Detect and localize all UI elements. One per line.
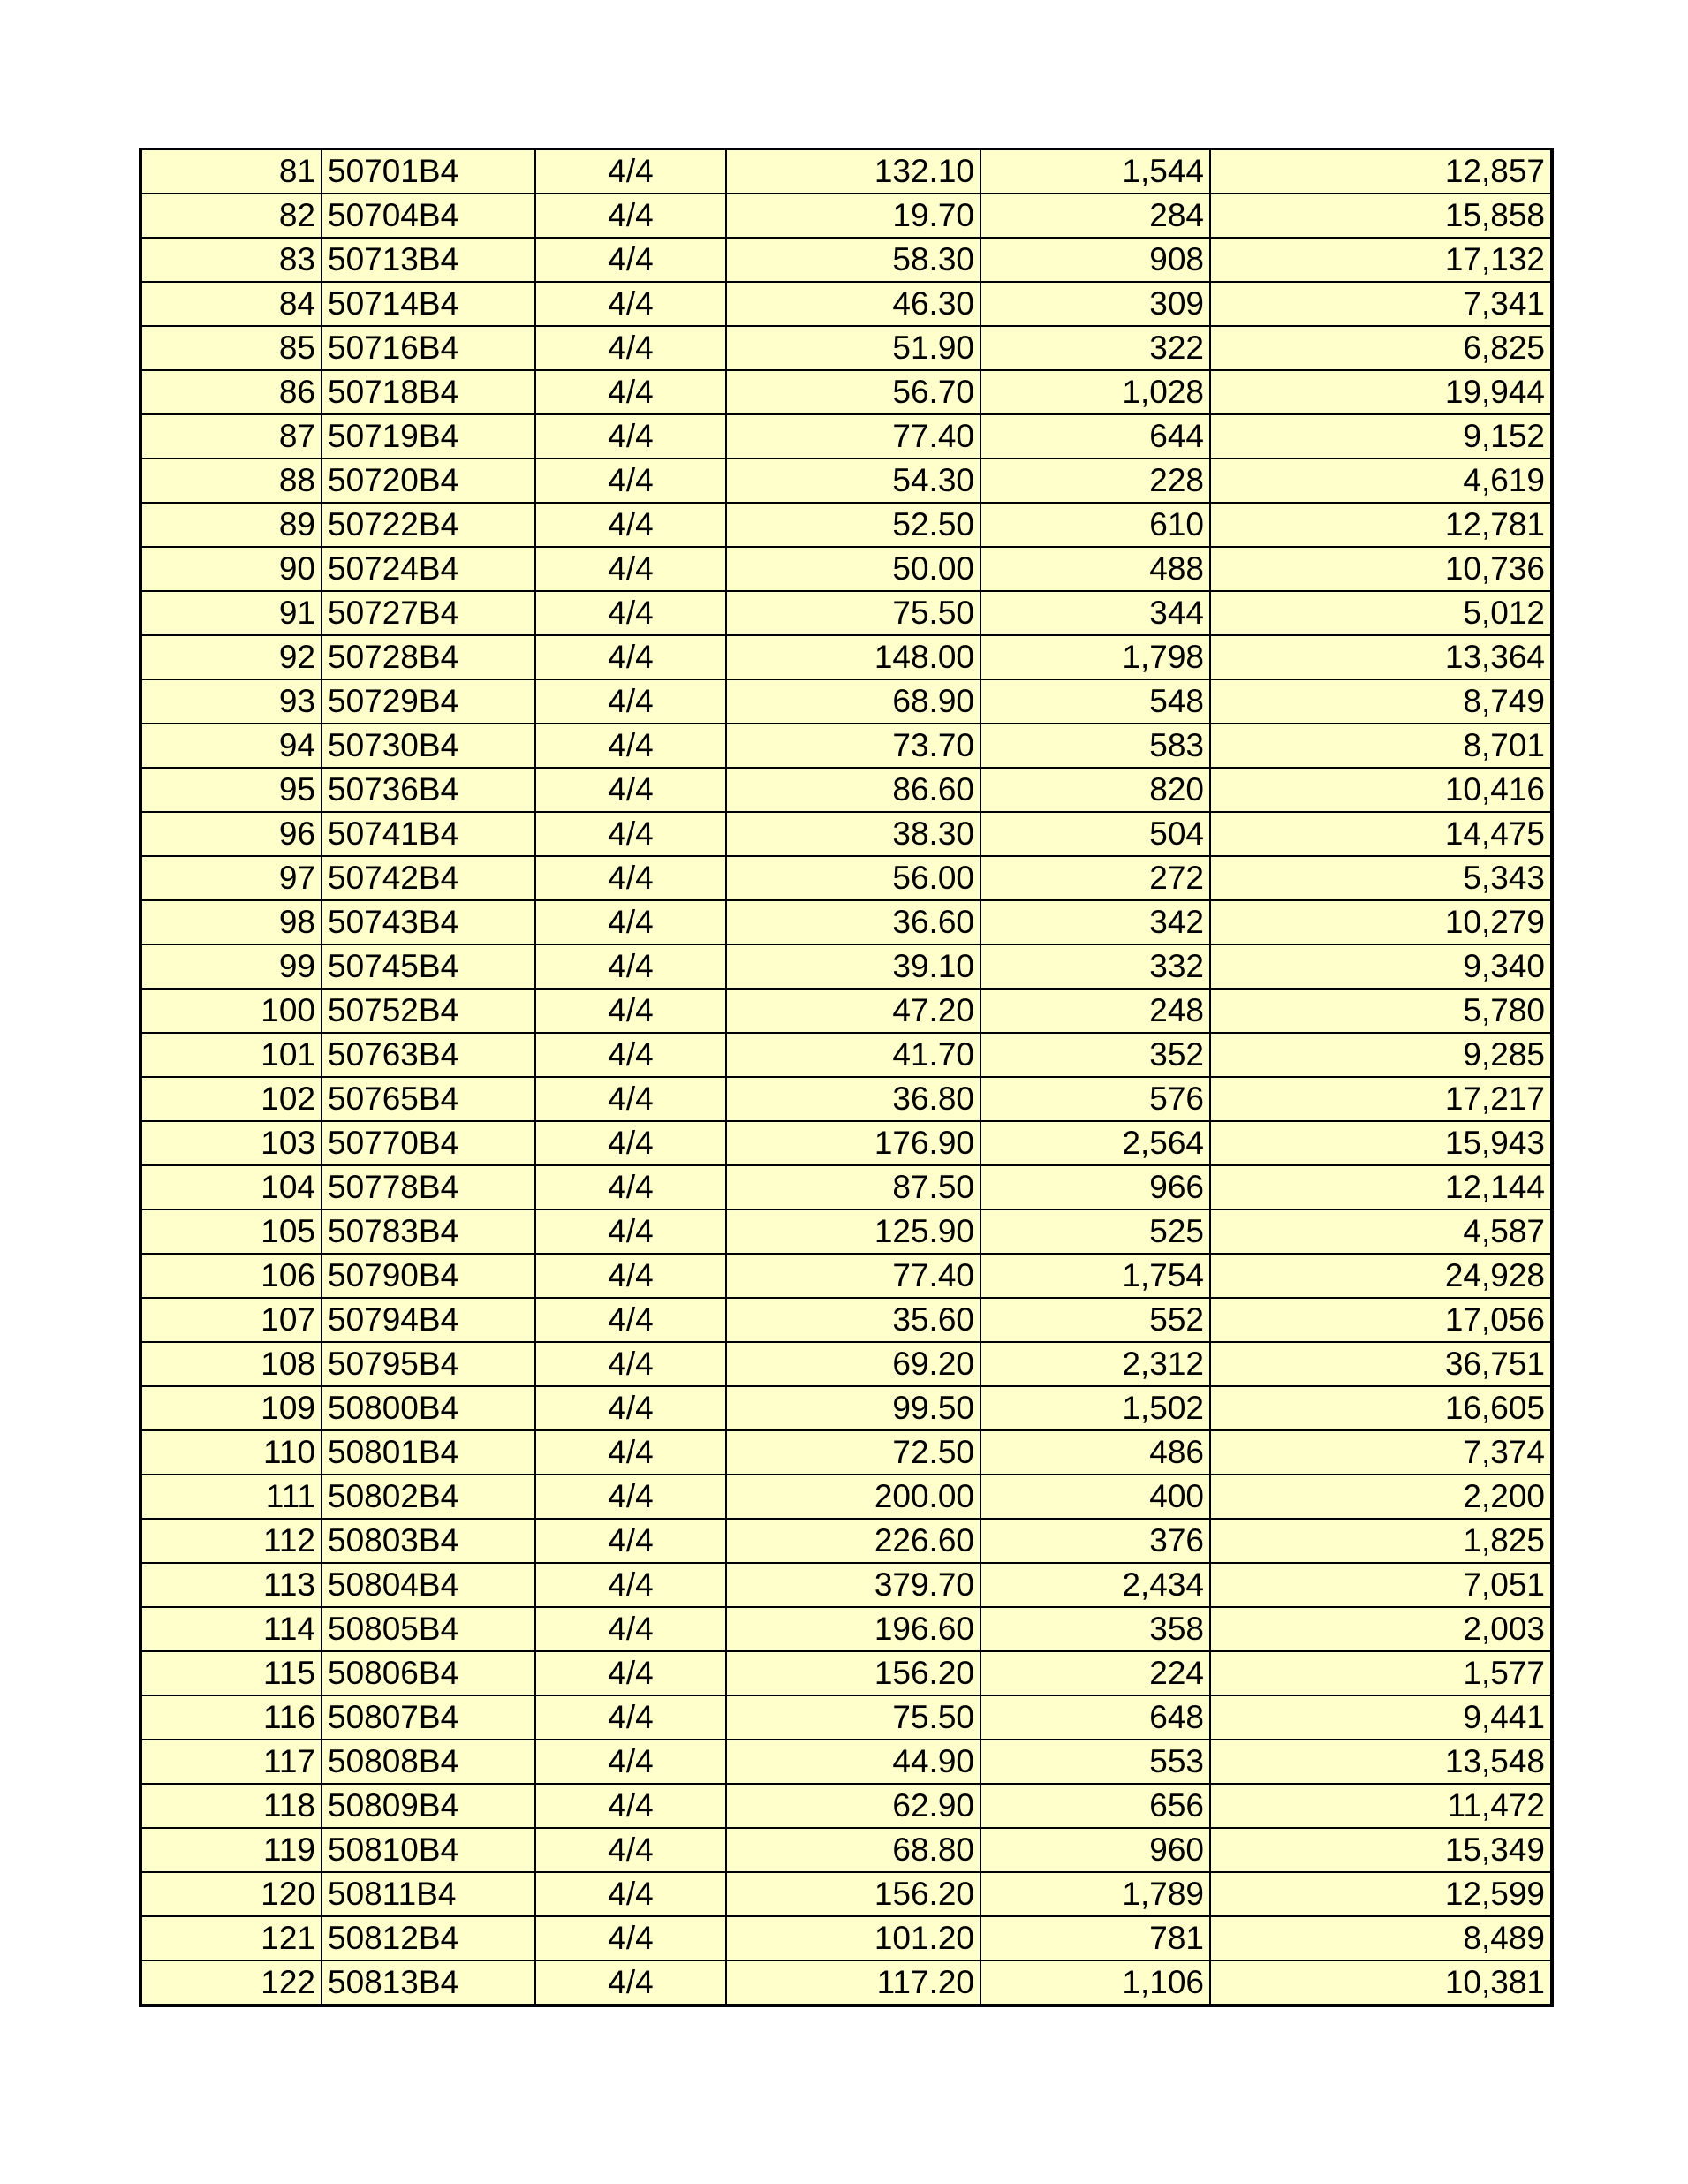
count-cell: 648 (980, 1695, 1210, 1740)
table-row (140, 1342, 1552, 1386)
total-cell: 1,825 (1210, 1519, 1552, 1563)
value-cell: 86.60 (726, 768, 980, 812)
code-cell: 50727B4 (322, 591, 535, 635)
value-cell: 36.60 (726, 900, 980, 944)
row-number-cell: 108 (140, 1342, 322, 1386)
total-cell: 9,285 (1210, 1033, 1552, 1077)
table-row (140, 1916, 1552, 1960)
value-cell: 19.70 (726, 193, 980, 238)
count-cell: 1,106 (980, 1960, 1210, 2006)
value-cell: 101.20 (726, 1916, 980, 1960)
count-cell: 228 (980, 459, 1210, 503)
count-cell: 548 (980, 679, 1210, 724)
total-cell: 16,605 (1210, 1386, 1552, 1430)
table-row (140, 149, 1552, 193)
code-cell: 50742B4 (322, 856, 535, 900)
count-cell: 2,434 (980, 1563, 1210, 1607)
code-cell: 50810B4 (322, 1828, 535, 1872)
code-cell: 50716B4 (322, 326, 535, 370)
count-cell: 820 (980, 768, 1210, 812)
count-cell: 322 (980, 326, 1210, 370)
count-cell: 352 (980, 1033, 1210, 1077)
table-row (140, 1651, 1552, 1695)
total-cell: 15,943 (1210, 1121, 1552, 1165)
row-number-cell: 119 (140, 1828, 322, 1872)
row-number-cell: 95 (140, 768, 322, 812)
count-cell: 332 (980, 944, 1210, 989)
ratio-cell: 4/4 (535, 1872, 726, 1916)
count-cell: 525 (980, 1210, 1210, 1254)
total-cell: 15,349 (1210, 1828, 1552, 1872)
ratio-cell: 4/4 (535, 1298, 726, 1342)
row-number-cell: 101 (140, 1033, 322, 1077)
ratio-cell: 4/4 (535, 1210, 726, 1254)
code-cell: 50805B4 (322, 1607, 535, 1651)
count-cell: 656 (980, 1784, 1210, 1828)
ratio-cell: 4/4 (535, 1828, 726, 1872)
value-cell: 56.00 (726, 856, 980, 900)
value-cell: 46.30 (726, 282, 980, 326)
table-row (140, 1165, 1552, 1210)
value-cell: 51.90 (726, 326, 980, 370)
table-row (140, 503, 1552, 547)
count-cell: 1,798 (980, 635, 1210, 679)
value-cell: 35.60 (726, 1298, 980, 1342)
total-cell: 2,003 (1210, 1607, 1552, 1651)
total-cell: 8,701 (1210, 724, 1552, 768)
code-cell: 50813B4 (322, 1960, 535, 2006)
value-cell: 77.40 (726, 1254, 980, 1298)
table-row (140, 856, 1552, 900)
code-cell: 50806B4 (322, 1651, 535, 1695)
total-cell: 6,825 (1210, 326, 1552, 370)
total-cell: 10,416 (1210, 768, 1552, 812)
count-cell: 284 (980, 193, 1210, 238)
total-cell: 12,781 (1210, 503, 1552, 547)
value-cell: 77.40 (726, 414, 980, 459)
ratio-cell: 4/4 (535, 989, 726, 1033)
ratio-cell: 4/4 (535, 768, 726, 812)
table-row (140, 635, 1552, 679)
total-cell: 7,374 (1210, 1430, 1552, 1475)
row-number-cell: 86 (140, 370, 322, 414)
table-row (140, 547, 1552, 591)
value-cell: 99.50 (726, 1386, 980, 1430)
row-number-cell: 104 (140, 1165, 322, 1210)
total-cell: 13,548 (1210, 1740, 1552, 1784)
ratio-cell: 4/4 (535, 414, 726, 459)
total-cell: 12,599 (1210, 1872, 1552, 1916)
total-cell: 7,051 (1210, 1563, 1552, 1607)
ratio-cell: 4/4 (535, 1077, 726, 1121)
ratio-cell: 4/4 (535, 193, 726, 238)
code-cell: 50720B4 (322, 459, 535, 503)
table-row (140, 591, 1552, 635)
ratio-cell: 4/4 (535, 591, 726, 635)
row-number-cell: 109 (140, 1386, 322, 1430)
table-row (140, 414, 1552, 459)
ratio-cell: 4/4 (535, 282, 726, 326)
data-table (139, 148, 1554, 2007)
value-cell: 68.90 (726, 679, 980, 724)
table-row (140, 812, 1552, 856)
code-cell: 50728B4 (322, 635, 535, 679)
row-number-cell: 87 (140, 414, 322, 459)
count-cell: 400 (980, 1475, 1210, 1519)
table-row (140, 459, 1552, 503)
value-cell: 50.00 (726, 547, 980, 591)
row-number-cell: 103 (140, 1121, 322, 1165)
value-cell: 200.00 (726, 1475, 980, 1519)
count-cell: 1,502 (980, 1386, 1210, 1430)
value-cell: 47.20 (726, 989, 980, 1033)
row-number-cell: 120 (140, 1872, 322, 1916)
ratio-cell: 4/4 (535, 547, 726, 591)
count-cell: 2,564 (980, 1121, 1210, 1165)
value-cell: 54.30 (726, 459, 980, 503)
table-row (140, 1563, 1552, 1607)
row-number-cell: 96 (140, 812, 322, 856)
code-cell: 50741B4 (322, 812, 535, 856)
row-number-cell: 107 (140, 1298, 322, 1342)
total-cell: 1,577 (1210, 1651, 1552, 1695)
count-cell: 908 (980, 238, 1210, 282)
value-cell: 73.70 (726, 724, 980, 768)
ratio-cell: 4/4 (535, 1033, 726, 1077)
count-cell: 781 (980, 1916, 1210, 1960)
ratio-cell: 4/4 (535, 1254, 726, 1298)
value-cell: 117.20 (726, 1960, 980, 2006)
total-cell: 14,475 (1210, 812, 1552, 856)
code-cell: 50778B4 (322, 1165, 535, 1210)
value-cell: 39.10 (726, 944, 980, 989)
value-cell: 56.70 (726, 370, 980, 414)
row-number-cell: 121 (140, 1916, 322, 1960)
code-cell: 50804B4 (322, 1563, 535, 1607)
count-cell: 224 (980, 1651, 1210, 1695)
ratio-cell: 4/4 (535, 1475, 726, 1519)
code-cell: 50730B4 (322, 724, 535, 768)
code-cell: 50811B4 (322, 1872, 535, 1916)
total-cell: 2,200 (1210, 1475, 1552, 1519)
row-number-cell: 115 (140, 1651, 322, 1695)
total-cell: 9,340 (1210, 944, 1552, 989)
total-cell: 19,944 (1210, 370, 1552, 414)
value-cell: 72.50 (726, 1430, 980, 1475)
code-cell: 50743B4 (322, 900, 535, 944)
ratio-cell: 4/4 (535, 900, 726, 944)
count-cell: 342 (980, 900, 1210, 944)
table-row (140, 1077, 1552, 1121)
row-number-cell: 122 (140, 1960, 322, 2006)
value-cell: 125.90 (726, 1210, 980, 1254)
count-cell: 583 (980, 724, 1210, 768)
ratio-cell: 4/4 (535, 1651, 726, 1695)
code-cell: 50713B4 (322, 238, 535, 282)
table-row (140, 1121, 1552, 1165)
code-cell: 50745B4 (322, 944, 535, 989)
ratio-cell: 4/4 (535, 1386, 726, 1430)
total-cell: 5,012 (1210, 591, 1552, 635)
table-row (140, 1695, 1552, 1740)
row-number-cell: 91 (140, 591, 322, 635)
table-row (140, 1872, 1552, 1916)
value-cell: 156.20 (726, 1651, 980, 1695)
table-body (140, 149, 1552, 2006)
table-row (140, 1033, 1552, 1077)
ratio-cell: 4/4 (535, 724, 726, 768)
code-cell: 50729B4 (322, 679, 535, 724)
table-row (140, 1475, 1552, 1519)
code-cell: 50763B4 (322, 1033, 535, 1077)
total-cell: 10,279 (1210, 900, 1552, 944)
row-number-cell: 92 (140, 635, 322, 679)
value-cell: 68.80 (726, 1828, 980, 1872)
code-cell: 50770B4 (322, 1121, 535, 1165)
count-cell: 248 (980, 989, 1210, 1033)
value-cell: 226.60 (726, 1519, 980, 1563)
table-row (140, 282, 1552, 326)
table-row (140, 1430, 1552, 1475)
value-cell: 62.90 (726, 1784, 980, 1828)
table-row (140, 1254, 1552, 1298)
code-cell: 50801B4 (322, 1430, 535, 1475)
table-row (140, 193, 1552, 238)
total-cell: 10,381 (1210, 1960, 1552, 2006)
total-cell: 4,619 (1210, 459, 1552, 503)
code-cell: 50701B4 (322, 149, 535, 193)
count-cell: 553 (980, 1740, 1210, 1784)
total-cell: 9,152 (1210, 414, 1552, 459)
row-number-cell: 112 (140, 1519, 322, 1563)
total-cell: 36,751 (1210, 1342, 1552, 1386)
table-row (140, 1607, 1552, 1651)
count-cell: 358 (980, 1607, 1210, 1651)
ratio-cell: 4/4 (535, 1121, 726, 1165)
table-row (140, 1784, 1552, 1828)
table-row (140, 768, 1552, 812)
total-cell: 10,736 (1210, 547, 1552, 591)
table-row (140, 1740, 1552, 1784)
code-cell: 50812B4 (322, 1916, 535, 1960)
value-cell: 87.50 (726, 1165, 980, 1210)
code-cell: 50783B4 (322, 1210, 535, 1254)
value-cell: 38.30 (726, 812, 980, 856)
ratio-cell: 4/4 (535, 1563, 726, 1607)
count-cell: 552 (980, 1298, 1210, 1342)
value-cell: 69.20 (726, 1342, 980, 1386)
count-cell: 1,028 (980, 370, 1210, 414)
row-number-cell: 100 (140, 989, 322, 1033)
ratio-cell: 4/4 (535, 679, 726, 724)
row-number-cell: 102 (140, 1077, 322, 1121)
code-cell: 50795B4 (322, 1342, 535, 1386)
count-cell: 488 (980, 547, 1210, 591)
value-cell: 58.30 (726, 238, 980, 282)
table-row (140, 1519, 1552, 1563)
code-cell: 50719B4 (322, 414, 535, 459)
value-cell: 148.00 (726, 635, 980, 679)
table-row (140, 326, 1552, 370)
ratio-cell: 4/4 (535, 1430, 726, 1475)
code-cell: 50718B4 (322, 370, 535, 414)
ratio-cell: 4/4 (535, 1740, 726, 1784)
code-cell: 50704B4 (322, 193, 535, 238)
value-cell: 44.90 (726, 1740, 980, 1784)
table-row (140, 900, 1552, 944)
row-number-cell: 81 (140, 149, 322, 193)
code-cell: 50765B4 (322, 1077, 535, 1121)
total-cell: 8,489 (1210, 1916, 1552, 1960)
row-number-cell: 111 (140, 1475, 322, 1519)
value-cell: 36.80 (726, 1077, 980, 1121)
count-cell: 504 (980, 812, 1210, 856)
value-cell: 379.70 (726, 1563, 980, 1607)
row-number-cell: 88 (140, 459, 322, 503)
ratio-cell: 4/4 (535, 238, 726, 282)
count-cell: 960 (980, 1828, 1210, 1872)
row-number-cell: 89 (140, 503, 322, 547)
table-row (140, 679, 1552, 724)
row-number-cell: 105 (140, 1210, 322, 1254)
table-row (140, 944, 1552, 989)
code-cell: 50802B4 (322, 1475, 535, 1519)
ratio-cell: 4/4 (535, 459, 726, 503)
table-row (140, 1960, 1552, 2006)
total-cell: 12,144 (1210, 1165, 1552, 1210)
ratio-cell: 4/4 (535, 1695, 726, 1740)
count-cell: 486 (980, 1430, 1210, 1475)
total-cell: 11,472 (1210, 1784, 1552, 1828)
total-cell: 5,343 (1210, 856, 1552, 900)
code-cell: 50808B4 (322, 1740, 535, 1784)
row-number-cell: 98 (140, 900, 322, 944)
table-row (140, 1210, 1552, 1254)
total-cell: 17,132 (1210, 238, 1552, 282)
row-number-cell: 83 (140, 238, 322, 282)
value-cell: 196.60 (726, 1607, 980, 1651)
total-cell: 8,749 (1210, 679, 1552, 724)
value-cell: 41.70 (726, 1033, 980, 1077)
code-cell: 50794B4 (322, 1298, 535, 1342)
ratio-cell: 4/4 (535, 1519, 726, 1563)
ratio-cell: 4/4 (535, 1165, 726, 1210)
value-cell: 52.50 (726, 503, 980, 547)
total-cell: 17,056 (1210, 1298, 1552, 1342)
table-row (140, 1298, 1552, 1342)
ratio-cell: 4/4 (535, 812, 726, 856)
ratio-cell: 4/4 (535, 326, 726, 370)
count-cell: 272 (980, 856, 1210, 900)
count-cell: 1,789 (980, 1872, 1210, 1916)
total-cell: 24,928 (1210, 1254, 1552, 1298)
code-cell: 50724B4 (322, 547, 535, 591)
count-cell: 344 (980, 591, 1210, 635)
total-cell: 12,857 (1210, 149, 1552, 193)
value-cell: 156.20 (726, 1872, 980, 1916)
count-cell: 644 (980, 414, 1210, 459)
row-number-cell: 113 (140, 1563, 322, 1607)
row-number-cell: 85 (140, 326, 322, 370)
code-cell: 50790B4 (322, 1254, 535, 1298)
table-row (140, 370, 1552, 414)
row-number-cell: 93 (140, 679, 322, 724)
table-row (140, 1828, 1552, 1872)
count-cell: 376 (980, 1519, 1210, 1563)
code-cell: 50803B4 (322, 1519, 535, 1563)
count-cell: 966 (980, 1165, 1210, 1210)
row-number-cell: 116 (140, 1695, 322, 1740)
row-number-cell: 97 (140, 856, 322, 900)
count-cell: 610 (980, 503, 1210, 547)
ratio-cell: 4/4 (535, 1784, 726, 1828)
table-row (140, 724, 1552, 768)
ratio-cell: 4/4 (535, 1607, 726, 1651)
ratio-cell: 4/4 (535, 635, 726, 679)
total-cell: 17,217 (1210, 1077, 1552, 1121)
code-cell: 50722B4 (322, 503, 535, 547)
row-number-cell: 110 (140, 1430, 322, 1475)
total-cell: 9,441 (1210, 1695, 1552, 1740)
ratio-cell: 4/4 (535, 944, 726, 989)
row-number-cell: 84 (140, 282, 322, 326)
ratio-cell: 4/4 (535, 370, 726, 414)
value-cell: 132.10 (726, 149, 980, 193)
count-cell: 1,544 (980, 149, 1210, 193)
code-cell: 50800B4 (322, 1386, 535, 1430)
total-cell: 15,858 (1210, 193, 1552, 238)
table-row (140, 1386, 1552, 1430)
total-cell: 13,364 (1210, 635, 1552, 679)
total-cell: 5,780 (1210, 989, 1552, 1033)
ratio-cell: 4/4 (535, 1342, 726, 1386)
ratio-cell: 4/4 (535, 503, 726, 547)
code-cell: 50714B4 (322, 282, 535, 326)
row-number-cell: 106 (140, 1254, 322, 1298)
count-cell: 576 (980, 1077, 1210, 1121)
ratio-cell: 4/4 (535, 1960, 726, 2006)
code-cell: 50736B4 (322, 768, 535, 812)
code-cell: 50752B4 (322, 989, 535, 1033)
ratio-cell: 4/4 (535, 1916, 726, 1960)
row-number-cell: 114 (140, 1607, 322, 1651)
row-number-cell: 117 (140, 1740, 322, 1784)
ratio-cell: 4/4 (535, 149, 726, 193)
row-number-cell: 90 (140, 547, 322, 591)
code-cell: 50807B4 (322, 1695, 535, 1740)
total-cell: 4,587 (1210, 1210, 1552, 1254)
table-row (140, 989, 1552, 1033)
table-row (140, 238, 1552, 282)
row-number-cell: 94 (140, 724, 322, 768)
count-cell: 2,312 (980, 1342, 1210, 1386)
row-number-cell: 118 (140, 1784, 322, 1828)
value-cell: 75.50 (726, 1695, 980, 1740)
total-cell: 7,341 (1210, 282, 1552, 326)
count-cell: 309 (980, 282, 1210, 326)
value-cell: 176.90 (726, 1121, 980, 1165)
ratio-cell: 4/4 (535, 856, 726, 900)
value-cell: 75.50 (726, 591, 980, 635)
row-number-cell: 82 (140, 193, 322, 238)
count-cell: 1,754 (980, 1254, 1210, 1298)
code-cell: 50809B4 (322, 1784, 535, 1828)
row-number-cell: 99 (140, 944, 322, 989)
